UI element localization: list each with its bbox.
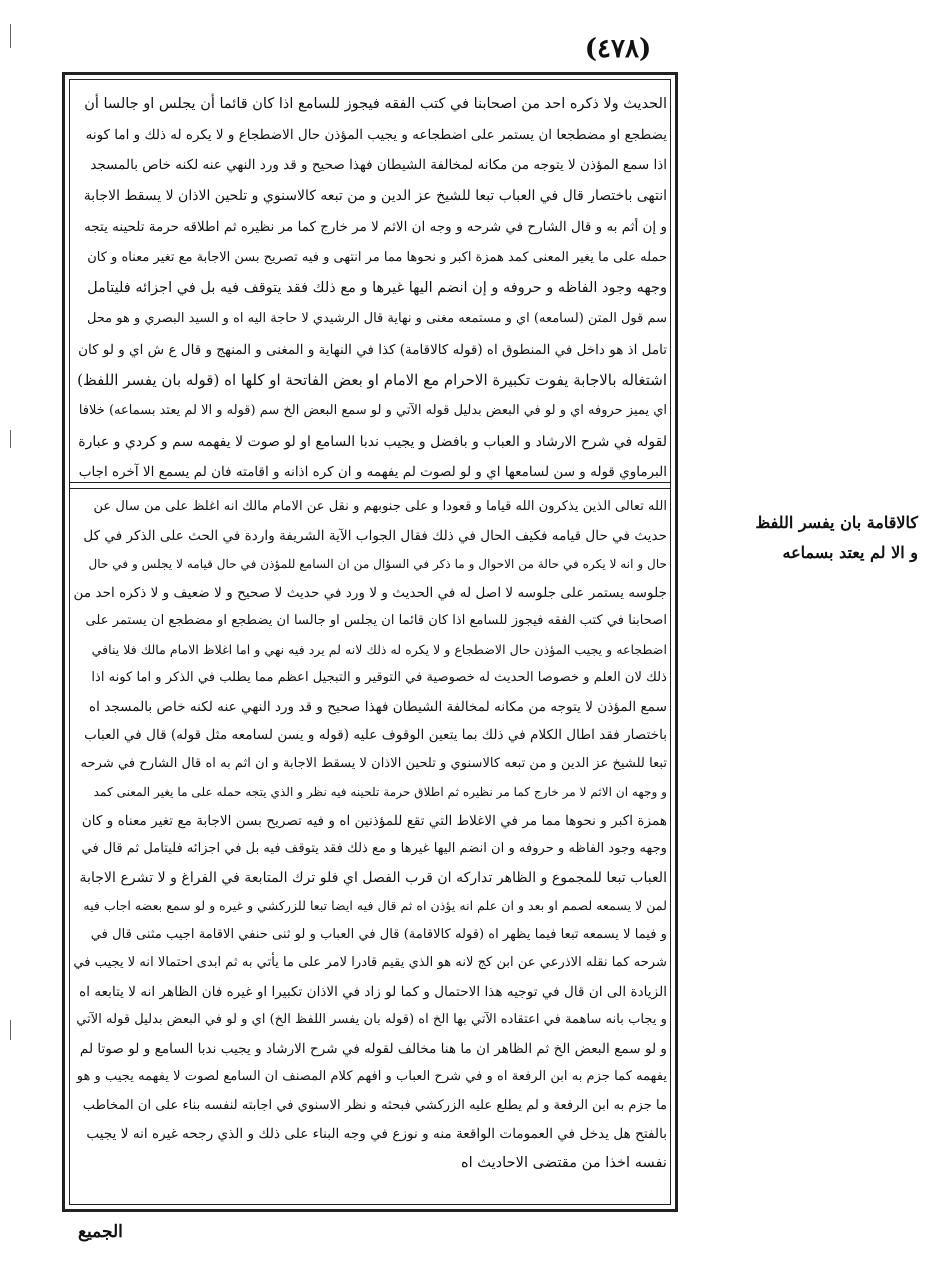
text-line: اضطجاعه و يجيب المؤذن حال الاضطجاع و لا يكره له ذلك لانه لم يرد فيه نهي و اما اغلاظ الامام مالك فلا ينافي xyxy=(91,641,667,657)
text-line: اذا سمع المؤذن لا يتوجه من مكانه لمخالفة الشيطان فهذا صحيح و قد ورد النهي عنه لكنه خاص بالمسجد xyxy=(90,157,667,174)
text-line: شرحه كما نقله الاذرعي عن ابن كج لانه هو الذي يقيم قادرا لامر على ما يأتي به ثم ابدى احتمالا انه لا يجيب في xyxy=(73,955,667,970)
page-number: (٤٧٨) xyxy=(584,34,652,64)
text-line: و وجهه ان الاثم لا مر خارج كما مر نظيره ثم اطلاق حرمة تلحينه فيه نظر و الذي يتجه حمله على ما يغير المعنى كمد xyxy=(93,785,667,799)
lower-commentary-block xyxy=(73,493,667,1183)
text-line: باختصار فقد اطال الكلام في ذلك بما يتعين الوقوف عليه (قوله و يسن لسامعه مثل قوله) قال في العباب xyxy=(84,727,667,743)
text-line: بالفتح هل يدخل في العمومات الواقعة منه و نوزع في وجه البناء على ذلك و الذي رجحه غيره انه لا يجيب xyxy=(86,1126,667,1142)
text-line: حمله على ما يغير المعنى كمد همزة اكبر و نحوها مما مر انتهى و فيه تصريح بسن الاجابة مع تغير معناه و كان xyxy=(87,249,667,265)
catchword: الجميع xyxy=(78,1222,123,1242)
text-line: الزيادة الى ان قال في توجيه هذا الاحتمال و كما لو زاد في الاذان تكبيرا او غيره فان الظاهر انه لا يتابعه اه xyxy=(79,983,667,1000)
text-line: يفهمه كما جزم به ابن الرفعة اه و في شرح العباب و افهم كلام المصنف ان السامع لصوت لا يفهمه يجيب و هو xyxy=(76,1069,667,1084)
text-line: تبعا للشيخ عز الدين و من تبعه كالاسنوي و تلحين الاذان لا يسقط الاجابة و ان اثم به اه قال الشارح في شرحه xyxy=(80,755,667,771)
text-line: وجهه وجود الفاظه و حروفه و ان انضم اليها غيرها و مع ذلك فقد يتوقف فيه بل في اجزائه فليتامل ثم قال في xyxy=(81,841,667,856)
binding-mark-bottom xyxy=(10,1020,11,1040)
text-line: لقوله في شرح الارشاد و العباب و بافضل و يجيب ندبا السامع او لو صوت لا يفهمه سم و كردي و عبارة xyxy=(78,433,667,450)
text-line: انتهى باختصار قال في العباب تبعا للشيخ عز الدين و من تبعه كالاسنوي و تلحين الاذان لا يسقط الاجابة xyxy=(83,188,667,205)
text-line: و إن أثم به و قال الشارح في شرحه و وجه ان الاثم لا مر خارج كما مر نظيره ثم اطلاقه حرمة تلحينه يتجه xyxy=(84,218,667,235)
text-line: الله تعالى الذين يذكرون الله قياما و قعودا و على جنوبهم و نقل عن الامام مالك انه اغلظ على من سال عن xyxy=(93,499,667,514)
text-line: يضطجع او مضطجعا ان يستمر على اضطجاعه و يجيب المؤذن حال الاضطجاع و لا يكره له ذلك و اما كونه xyxy=(85,126,667,143)
text-line: تامل اذ هو داخل في المنطوق اه (قوله كالاقامة) كذا في النهاية و المغنى و المنهج و قال ع ش اي و لو كان xyxy=(78,341,667,358)
text-line: همزة اكبر و نحوها مما مر في الاغلاط التي تقع للمؤذنين اه و فيه تصريح بسن الاجابة مع تغير معناه و كان xyxy=(81,812,667,829)
text-line: سمع المؤذن لا يتوجه من مكانه لمخالفة الشيطان فهذا صحيح و قد ورد النهي عنه لكنه خاص بالمسجد اه xyxy=(89,698,667,715)
text-line: اي يميز حروفه اي و لو في البعض بدليل قوله الآتي و لو سمع البعض الخ سم (قوله و الا لم يعتد بسماعه) خلافا xyxy=(78,403,667,419)
text-line: اشتغاله بالاجابة يفوت تكبيرة الاحرام مع الامام او بعض الفاتحة او كلها اه (قوله بان يفسر اللفظ) xyxy=(77,371,667,390)
text-line: لمن لا يسمعه لصمم او بعد و ان علم انه يؤذن اه ثم قال فيه ايضا تبعا للزركشي و غيره و لو سمع بعضه اجاب فيه xyxy=(83,898,667,913)
text-line: وجهه وجود الفاظه و حروفه و إن انضم اليها غيرها و مع ذلك فقد يتوقف فيه بل في اجزائه فليتامل xyxy=(87,280,667,297)
text-line: حديث في حال قيامه فكيف الحال في ذلك فقال الجواب الآية الشريفة واردة في الحث على الذكر في كل xyxy=(83,527,667,544)
text-line: العباب تبعا للمجموع و الظاهر تداركه ان قرب الفصل اي فلو ترك المتابعة في الفراغ و لا تشرع الاجابة xyxy=(79,869,667,886)
text-line: ذلك لان العلم و خصوصا الحديث له خصوصية في التوقير و التبجيل اعظم مما يطلب في الذكر و اما كونه اذا xyxy=(91,670,667,685)
text-line: سم قول المتن (لسامعه) اي و مستمعه مغنى و نهاية قال الرشيدي لا حاجة اليه اه و السيد البصري و هو محل xyxy=(86,310,667,326)
margin-note-line: كالاقامة بان يفسر اللفظ xyxy=(755,513,918,532)
text-line: و يجاب بانه ساهمة في اعتقاده الآتي بها الخ اه (قوله بان يفسر اللفظ الخ) اي و لو في البعض بدليل قوله الآتي xyxy=(76,1012,667,1027)
binding-mark-middle xyxy=(10,430,11,448)
margin-note xyxy=(698,508,918,568)
upper-commentary-block xyxy=(73,89,667,481)
text-line: الحديث ولا ذكره احد من اصحابنا في كتب الفقه فيجوز للسامع اذا كان قائما أن يجلس او جالسا أن xyxy=(84,96,667,112)
margin-note-line: و الا لم يعتد بسماعه xyxy=(782,543,918,562)
text-line: حال و انه لا يكره في حالة من الاحوال و ما ذكر في السؤال من ان السامع للمؤذن في حال قيامه لا يجلس و في حال xyxy=(88,557,667,571)
text-line: و لو سمع البعض الخ ثم الظاهر ان ما هنا مخالف لقوله في شرح الارشاد و يجيب ندبا السامع و لو صوتا لم xyxy=(79,1040,667,1057)
text-line: ما جزم به ابن الرفعة و لم يطلع عليه الزركشي فبحثه و نظر الاسنوي في اجابته لنفسه بناء على ان المخاطب xyxy=(82,1097,667,1113)
binding-mark-top xyxy=(10,24,11,48)
text-line: جلوسه يستمر على جلوسه لا اصل له في الحديث و لا ورد في حديث لا صحيح و لا ضعيف و لا ذكره احد من xyxy=(73,584,667,601)
section-divider xyxy=(70,482,670,489)
text-line: البرماوي قوله و سن لسامعها اي و لو لصوت لم يفهمه و ان كره اذانه و اقامته فان لم يسمع الا آخره اجاب xyxy=(78,464,667,481)
text-line: نفسه اخذا من مقتضى الاحاديث اه xyxy=(460,1153,667,1171)
text-line: و فيما لا يسمعه تبعا فيما يظهر اه (قوله كالاقامة) قال في العباب و لو ثنى حنفي الاقامة اجيب مثنى قال في xyxy=(90,926,667,942)
text-line: اصحابنا في كتب الفقه فيجوز للسامع اذا كان قائما ان يجلس او جالسا ان يضطجع او مضطجع ان يستمر على xyxy=(85,613,667,628)
text-frame xyxy=(62,72,678,1212)
